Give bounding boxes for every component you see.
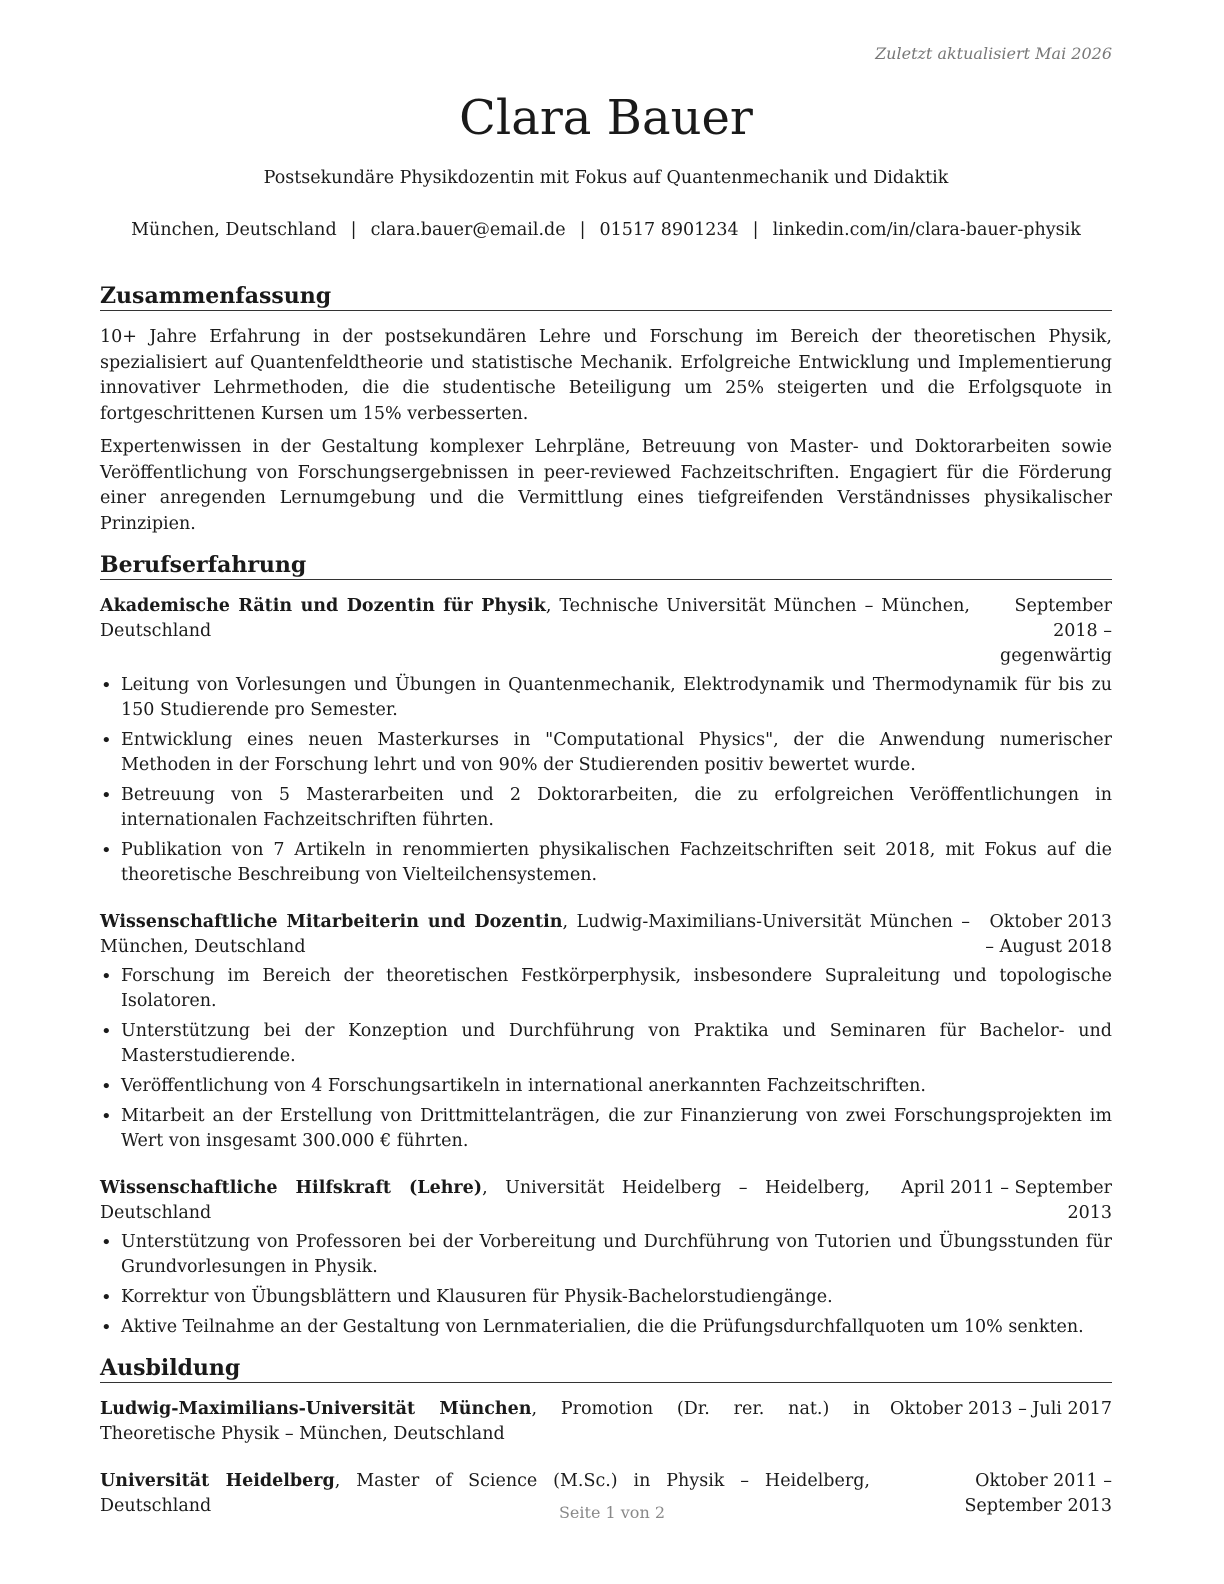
job-entry	[100, 910, 1112, 1154]
education-degree: , Promotion (Dr. rer. nat.) in Theoretische Physik – München, Deutschland	[100, 1399, 870, 1444]
job-bullet: • Forschung im Bereich der theoretischen Festkörperphysik, insbesondere Supraleitung und topologische Isolatoren.	[100, 964, 1112, 1014]
section-title-summary: Zusammenfassung	[100, 282, 1112, 311]
job-org: , Universität Heidelberg – Heidelberg, Deutschland	[100, 1178, 870, 1223]
summary-paragraph: Expertenwissen in der Gestaltung komplexer Lehrpläne, Betreuung von Master- und Doktorarbeiten sowie Veröffentlichung von Forschungsergebnissen in peer-reviewed Fachzeitschriften. Engagiert für die Förderung einer anregenden Lernumgebung und die Vermittlung eines tiefgreifenden Verständnisses physikalischer Prinzipien.	[100, 437, 1112, 534]
job-dates: September 2018 – gegenwärtig	[1000, 596, 1112, 666]
contact-phone: 01517 8901234	[599, 220, 739, 240]
contact-separator: |	[350, 220, 357, 240]
job-dates: April 2011 – September 2013	[901, 1178, 1112, 1223]
job-bullet: • Publikation von 7 Artikeln in renommierten physikalischen Fachzeitschriften seit 2018, mit Fokus auf die theoretische Beschreibung von Vielteilchensystemen.	[100, 838, 1112, 888]
education-school: Ludwig-Maximilians-Universität München	[100, 1399, 532, 1419]
page-number: Seite 1 von 2	[558, 1503, 666, 1522]
job-bullet: • Betreuung von 5 Masterarbeiten und 2 Doktorarbeiten, die zu erfolgreichen Veröffentlichungen in internationalen Fachzeitschriften führten.	[100, 783, 1112, 833]
job-header	[100, 594, 1112, 669]
summary-section	[100, 282, 1112, 537]
job-bullet: • Mitarbeit an der Erstellung von Drittmittelanträgen, die zur Finanzierung von zwei Forschungsprojekten im Wert von insgesamt 300.000 € führten.	[100, 1104, 1112, 1154]
section-title-experience: Berufserfahrung	[100, 551, 1112, 580]
education-dates: Oktober 2013 – Juli 2017	[890, 1399, 1112, 1419]
contact-email[interactable]: clara.bauer@email.de	[370, 220, 566, 240]
job-bullet: • Unterstützung bei der Konzeption und Durchführung von Praktika und Seminaren für Bachelor- und Masterstudierende.	[100, 1019, 1112, 1069]
job-org: , Technische Universität München – München, Deutschland	[100, 596, 970, 641]
job-bullets	[100, 964, 1112, 1154]
education-dates: Oktober 2011 – September 2013	[964, 1471, 1112, 1516]
education-header	[100, 1397, 1112, 1447]
last-updated: Zuletzt aktualisiert Mai 2026	[875, 44, 1112, 63]
job-title-line	[100, 910, 982, 960]
job-dates: Oktober 2013 – August 2018	[985, 912, 1112, 957]
job-role: Akademische Rätin und Dozentin für Physik	[100, 596, 546, 616]
candidate-name: Clara Bauer	[459, 90, 753, 146]
job-bullet: • Leitung von Vorlesungen und Übungen in Quantenmechanik, Elektrodynamik und Thermodynamik für bis zu 150 Studierende pro Semester.	[100, 673, 1112, 723]
summary-paragraph: 10+ Jahre Erfahrung in der postsekundären Lehre und Forschung im Bereich der theoretischen Physik, spezialisiert auf Quantenfeldtheorie und statistische Mechanik. Erfolgreiche Entwicklung und Implementierung innovativer Lehrmethoden, die die studentische Beteiligung um 25% steigerten und die Erfolgsquote in fortgeschrittenen Kursen um 15% verbesserten.	[100, 327, 1112, 424]
job-bullet: • Veröffentlichung von 4 Forschungsartikeln in international anerkannten Fachzeitschriften.	[100, 1074, 1112, 1099]
job-bullets	[100, 673, 1112, 888]
job-title-line	[100, 594, 982, 669]
section-title-education: Ausbildung	[100, 1354, 1112, 1383]
job-title-line	[100, 1176, 882, 1226]
education-section	[100, 1354, 1112, 1519]
job-header	[100, 910, 1112, 960]
job-bullet: • Korrektur von Übungsblättern und Klausuren für Physik-Bachelorstudiengänge.	[100, 1285, 1112, 1310]
education-entry	[100, 1397, 1112, 1447]
job-org: , Ludwig-Maximilians-Universität München – München, Deutschland	[100, 912, 970, 957]
job-entry	[100, 594, 1112, 888]
contact-line	[100, 218, 1112, 242]
job-bullets	[100, 1230, 1112, 1340]
job-role: Wissenschaftliche Mitarbeiterin und Dozentin	[100, 912, 563, 932]
education-title-line	[100, 1397, 882, 1447]
job-bullet: • Unterstützung von Professoren bei der Vorbereitung und Durchführung von Tutorien und Übungsstunden für Grundvorlesungen in Physik.	[100, 1230, 1112, 1280]
job-bullet: • Entwicklung eines neuen Masterkurses in "Computational Physics", der die Anwendung numerischer Methoden in der Forschung lehrt und von 90% der Studierenden positiv bewertet wurde.	[100, 728, 1112, 778]
contact-linkedin[interactable]: linkedin.com/in/clara-bauer-physik	[772, 220, 1081, 240]
contact-separator: |	[752, 220, 759, 240]
contact-separator: |	[579, 220, 586, 240]
tagline: Postsekundäre Physikdozentin mit Fokus auf Quantenmechanik und Didaktik	[263, 168, 949, 188]
experience-section	[100, 551, 1112, 1340]
education-school: Universität Heidelberg	[100, 1471, 335, 1491]
job-bullet: • Aktive Teilnahme an der Gestaltung von Lernmaterialien, die die Prüfungsdurchfallquoten um 10% senkten.	[100, 1315, 1112, 1340]
education-degree: , Master of Science (M.Sc.) in Physik – Heidelberg, Deutschland	[100, 1471, 870, 1516]
contact-location: München, Deutschland	[131, 220, 337, 240]
job-header	[100, 1176, 1112, 1226]
job-role: Wissenschaftliche Hilfskraft (Lehre)	[100, 1178, 483, 1198]
job-entry	[100, 1176, 1112, 1340]
